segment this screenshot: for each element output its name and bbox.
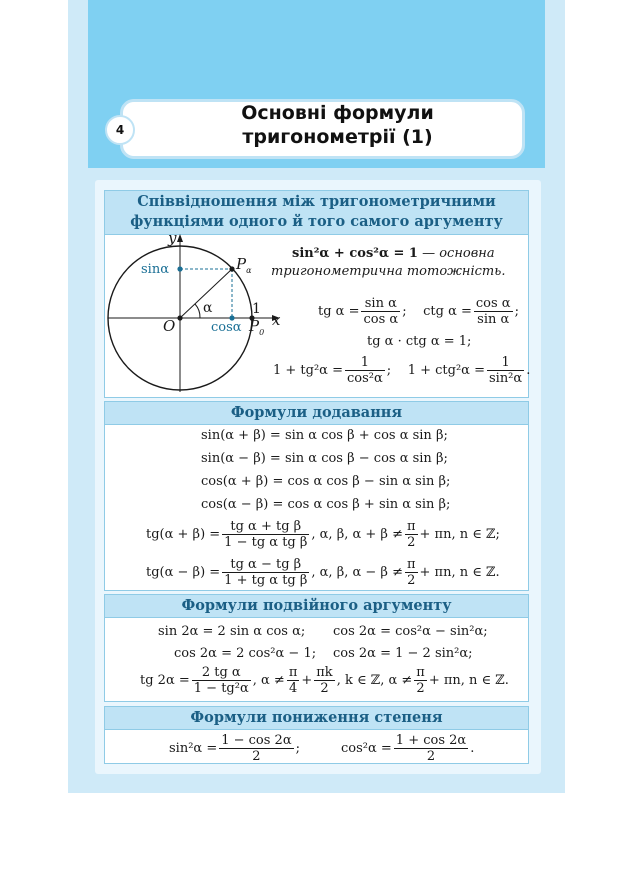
tg-double-pik: πk (316, 665, 333, 680)
tg-diff-denominator: 1 + tg α tg β (224, 573, 308, 588)
double-formula-5 (140, 665, 509, 696)
tg-double-pi4-fraction (287, 665, 300, 696)
p-alpha-sub: α (246, 266, 252, 275)
tg-diff-fraction (222, 557, 309, 588)
double-formula-2: cos 2α = cos²α − sin²α; (333, 624, 488, 639)
tg-double-two: 2 (320, 681, 329, 696)
one-tg-fraction (345, 355, 385, 386)
addition-formula-1: sin(α + β) = sin α cos β + cos α sin β; (201, 428, 448, 443)
origin-label: O (163, 317, 176, 335)
tg-double-numerator: 2 tg α (192, 665, 251, 681)
one-label: 1 (252, 301, 261, 317)
ctg-denominator: sin α (477, 312, 510, 327)
p-zero-letter: P (249, 317, 260, 335)
reduction-formula-2 (341, 733, 474, 764)
y-axis-label: y (168, 229, 177, 247)
section-addition-title: Формули додавання (105, 402, 528, 425)
identity-formula: sin²α + cos²α = 1 (292, 246, 418, 261)
tg-sum-two: 2 (407, 535, 416, 550)
addition-formula-6 (146, 557, 500, 588)
sin-point (177, 266, 182, 271)
double-formula-1: sin 2α = 2 sin α cos α; (158, 624, 306, 639)
one-ctg-left: 1 + ctg²α = (407, 363, 485, 378)
p-zero-label (249, 317, 264, 337)
tg-double-tail: + πn, n ∈ ℤ. (428, 673, 509, 688)
sin-sq-fraction (219, 733, 293, 764)
tg-double-two2: 2 (416, 681, 425, 696)
tg-double-mid: , k ∈ ℤ, α ≠ (336, 673, 413, 688)
one-tg-denominator: cos²α (347, 371, 383, 386)
product-formula: tg α · ctg α = 1; (367, 334, 472, 349)
p-alpha-letter: P (236, 255, 247, 273)
pythagorean-formulas: 1 + tg²α = $\frac{1}{\text{cos²α}}$ ; 1 + ctg²α = $\frac{1}{\text{sin²α}}$ . (273, 355, 531, 386)
tg-sum-fraction (222, 519, 309, 550)
sin-sq-left: sin²α = (169, 741, 218, 756)
one-ctg-denominator: sin²α (488, 371, 523, 386)
tg-double-left: tg 2α = (140, 673, 190, 688)
p-zero-sub: 0 (259, 328, 265, 337)
cos-label: cosα (211, 320, 242, 335)
p-alpha-point (229, 266, 234, 271)
tg-ctg-formulas: tg α = $\frac{\text{sin α}}{\text{cos α}}$ ; ctg α = $\frac{\text{cos α}}{\text{sin α}}$ ; (318, 296, 519, 327)
double-formula-3: cos 2α = 2 cos²α − 1; (174, 646, 317, 661)
sin-sq-numerator: 1 − cos 2α (221, 733, 292, 748)
tg-double-fraction (192, 665, 251, 696)
tg-fraction (361, 296, 400, 327)
cos-sq-left: cos²α = (341, 741, 392, 756)
one-tg-left: 1 + tg²α = (273, 363, 343, 378)
one-tg-numerator: 1 (345, 355, 385, 371)
addition-formula-5 (146, 519, 500, 550)
title-line-1: Основні формули (241, 102, 434, 124)
tg-sum-left: tg(α + β) = (146, 527, 221, 542)
double-formula-4: cos 2α = 1 − 2 sin²α; (333, 646, 473, 661)
section-relations-title-line-1: Співвідношення між тригонометричними (137, 193, 496, 210)
identity-dash: — основна (417, 246, 495, 261)
tg-diff-condition: , α, β, α − β ≠ (311, 565, 403, 580)
angle-label: α (203, 300, 213, 316)
addition-formula-3: cos(α + β) = cos α cos β − sin α sin β; (201, 474, 451, 489)
cos-sq-fraction (394, 733, 468, 764)
tg-double-plus: + (301, 673, 313, 688)
one-ctg-fraction (487, 355, 524, 386)
cos-sq-numerator: 1 + cos 2α (395, 733, 467, 748)
angle-arc (195, 304, 200, 318)
tg-denominator: cos α (363, 312, 399, 327)
tg-diff-tail: + πn, n ∈ ℤ. (419, 565, 500, 580)
tg-double-pik-fraction (314, 665, 334, 696)
addition-formula-2: sin(α − β) = sin α cos β − cos α sin β; (201, 451, 448, 466)
title-line-2: тригонометрії (1) (242, 126, 433, 148)
tg-numerator: sin α (361, 296, 400, 312)
tg-double-pi2-fraction (414, 665, 427, 696)
x-axis-label: x (272, 311, 281, 329)
tg-double-denominator: 1 − tg²α (193, 681, 249, 696)
page-title (150, 101, 525, 149)
tg-sum-pi-fraction (405, 519, 418, 550)
identity-formula-line (292, 246, 495, 261)
ctg-fraction (474, 296, 513, 327)
sin-sq-denominator: 2 (252, 749, 261, 764)
tg-sum-denominator: 1 − tg α tg β (224, 535, 308, 550)
ctg-numerator: cos α (475, 296, 511, 311)
tg-double-condition: , α ≠ (252, 673, 285, 688)
origin-point (177, 315, 182, 320)
tg-sum-tail: + πn, n ∈ ℤ; (419, 527, 500, 542)
reduction-formula-1 (169, 733, 300, 764)
section-power-reduction-title: Формули пониження степеня (105, 707, 528, 730)
page-number: 4 (105, 115, 135, 145)
tg-diff-pi-fraction (405, 557, 418, 588)
tg-diff-left: tg(α − β) = (146, 565, 221, 580)
tg-diff-numerator: tg α − tg β (222, 557, 309, 573)
cos-sq-denominator: 2 (426, 749, 436, 764)
unit-circle-diagram (104, 232, 289, 394)
sin-sq-end: ; (295, 741, 300, 756)
one-ctg-numerator: 1 (487, 355, 524, 371)
tg-double-pi2: π (416, 665, 425, 680)
tg-sum-condition: , α, β, α + β ≠ (311, 527, 403, 542)
tg-sum-numerator: tg α + tg β (222, 519, 309, 535)
tg-double-four: 4 (288, 681, 298, 696)
tg-diff-pi: π (406, 557, 416, 572)
addition-formula-4: cos(α − β) = cos α cos β + sin α sin β; (201, 497, 451, 512)
identity-text: тригонометрична тотожність. (271, 264, 506, 279)
ctg-left: ctg α = (423, 304, 472, 319)
y-axis-arrow (177, 234, 183, 242)
sin-label: sinα (141, 262, 169, 277)
tg-left: tg α = (318, 304, 360, 319)
section-relations-title-line-2: функціями одного й того самого аргументу (130, 213, 503, 230)
cos-sq-end: . (470, 741, 475, 756)
section-double-angle-title: Формули подвійного аргументу (105, 595, 528, 618)
tg-double-pi: π (288, 665, 298, 680)
p-alpha-label (236, 255, 252, 275)
tg-diff-two: 2 (407, 573, 416, 588)
tg-sum-pi: π (406, 519, 416, 534)
